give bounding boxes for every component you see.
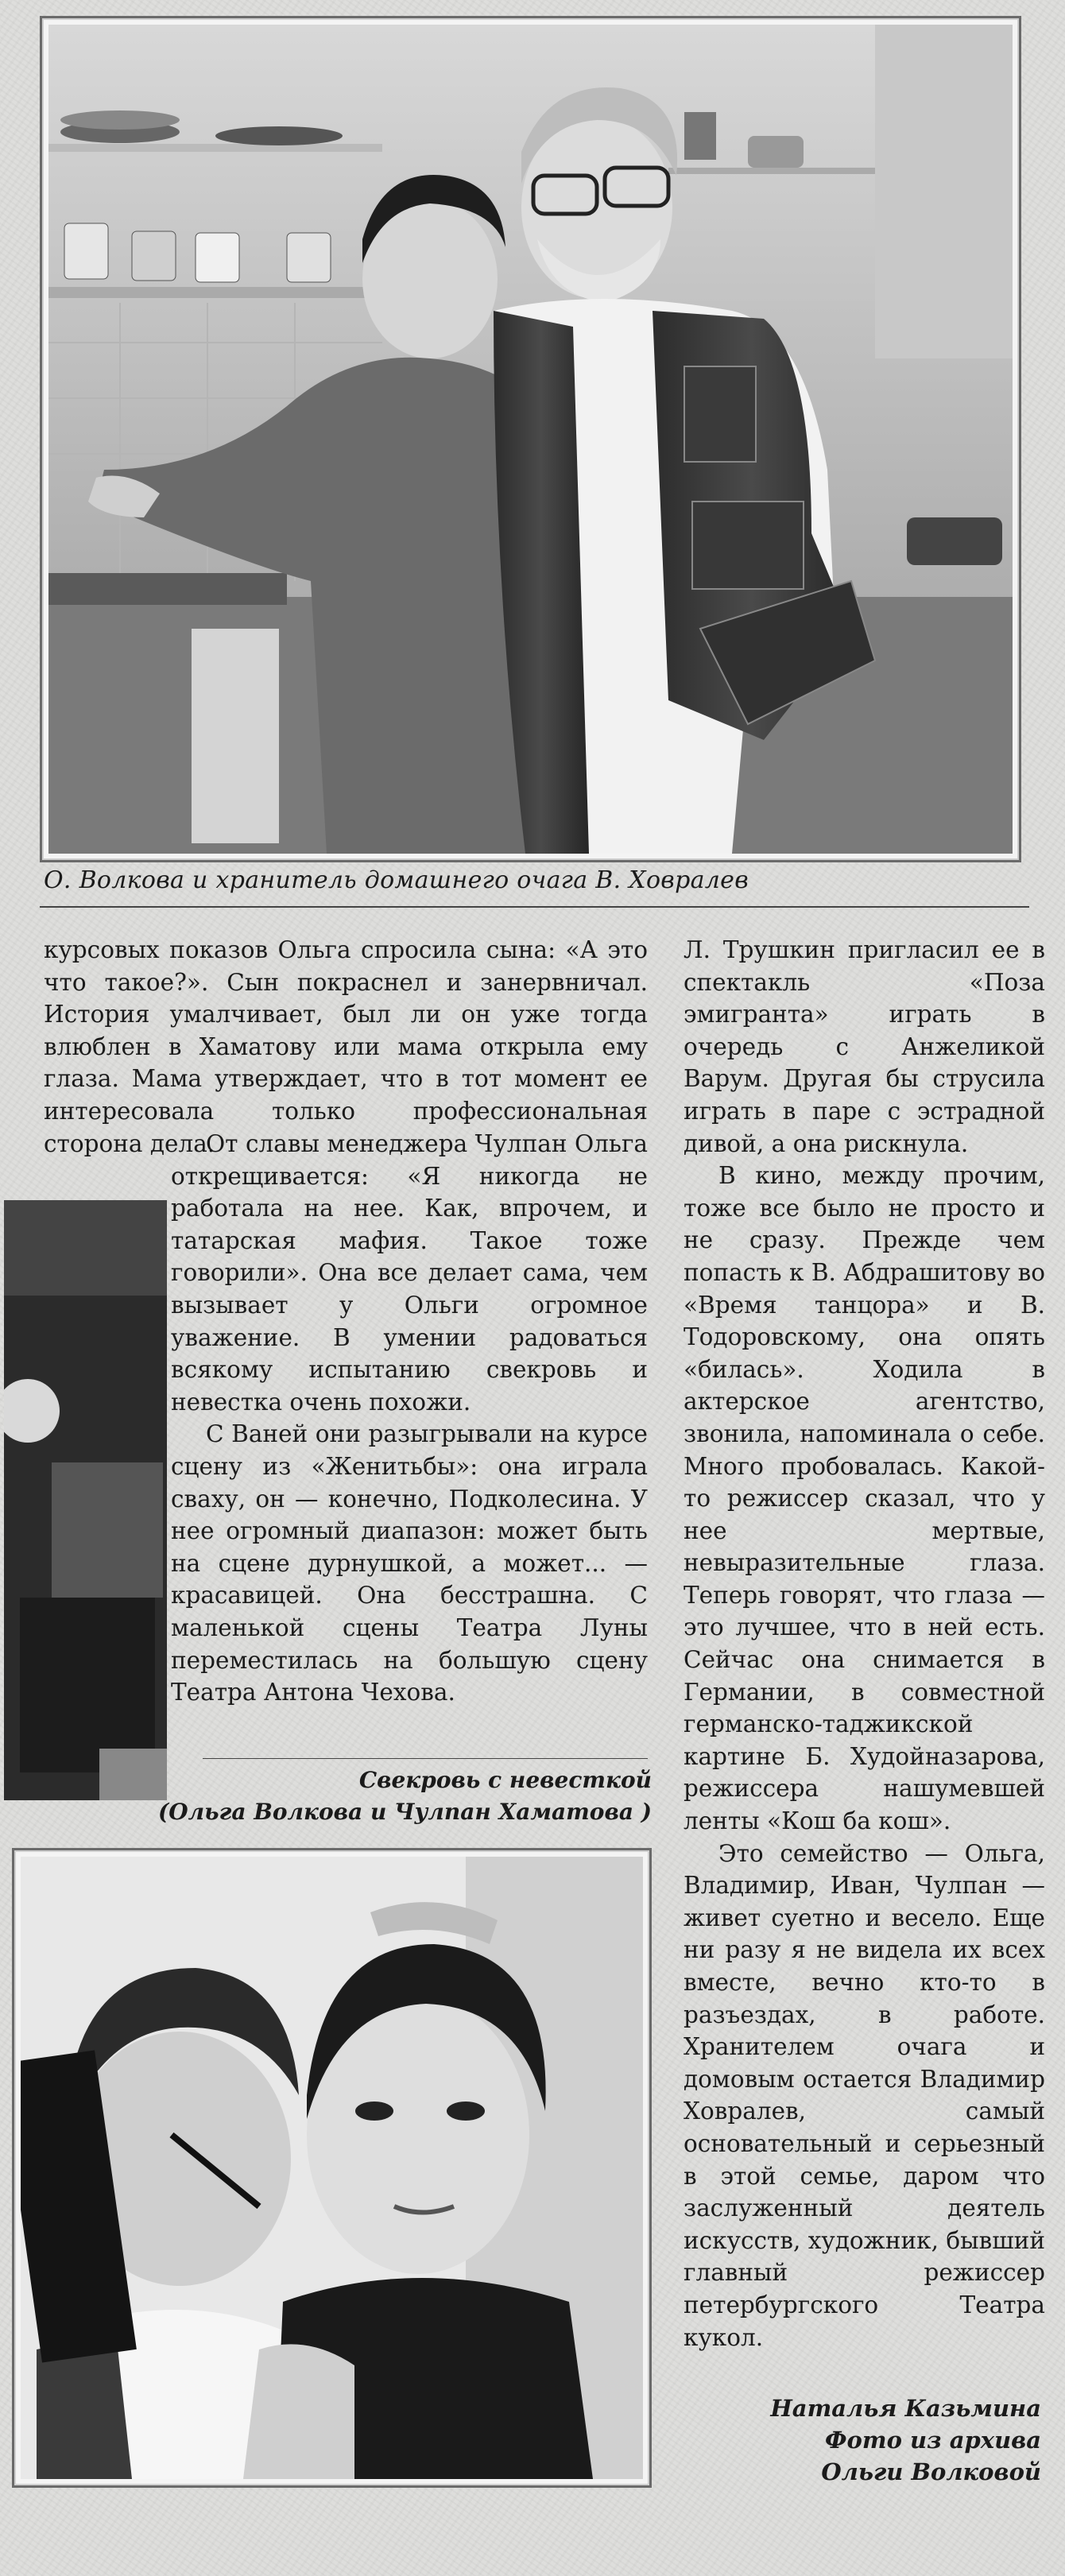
top-photo-frame <box>40 16 1021 862</box>
right-column <box>684 934 1045 2353</box>
top-photo-caption: О. Волкова и хранитель домашнего очага В. Ховралев <box>44 866 749 894</box>
left-paragraph-1: курсовых показов Ольга спросила сына: «А это что такое?». Сын покраснел и занервничал. История умалчивает, был ли он уже тогда влюблен в Хаматову или мама открыла ему глаза. Мама утверждает, что в тот момент ее интересовала только профессиональная сторона дела. <box>44 936 648 1157</box>
article-credits <box>699 2392 1041 2488</box>
side-photo-strip <box>4 1200 167 1800</box>
left-column-bottom <box>171 1128 648 1709</box>
credit-author: Наталья Казьмина <box>770 2395 1041 2422</box>
top-photo-kitchen-couple <box>48 25 1013 854</box>
credit-photo-line-1: Фото из архива <box>825 2427 1041 2454</box>
left-column-top <box>44 934 648 1160</box>
bottom-photo-frame <box>12 1848 652 2488</box>
credit-photo-line-2: Ольги Волковой <box>821 2458 1041 2485</box>
middle-caption-line-1: Свекровь с невесткой <box>358 1767 652 1793</box>
side-photo-stage-image <box>4 1200 167 1800</box>
right-paragraph-1: Л. Трушкин пригласил ее в спектакль «Поза эмигранта» играть в очередь с Анжеликой Варум. Другая бы струсила играть в паре с эстрадной дивой, а она рискнула. <box>684 936 1045 1157</box>
left-paragraph-3: С Ваней они разыгрывали на курсе сцену из «Женитьбы»: она играла сваху, он — конечно, Подколесина. У нее огромный диапазон: может быть на сцене дурнушкой, а может... — красавицей. Она бесстрашна. С маленькой сцены Театра Луны переместилась на большую сцену Театра Антона Чехова. <box>171 1420 648 1706</box>
bottom-photo-mother-daughter-in-law <box>21 1857 643 2479</box>
middle-caption-rule <box>203 1758 648 1759</box>
left-paragraph-2: От славы менеджера Чулпан Ольга открещивается: «Я никогда не работала на нее. Как, впрочем, и татарская мафия. Такое тоже говорили». Она все делает сама, чем вызывает у Ольги огромное уважение. В умении радоваться всякому испытанию свекровь и невестка очень похожи. <box>171 1130 648 1416</box>
middle-caption-line-2: (Ольга Волкова и Чулпан Хаматова ) <box>157 1799 652 1825</box>
caption-divider <box>40 906 1029 908</box>
right-paragraph-2: В кино, между прочим, тоже все было не просто и не сразу. Прежде чем попасть к В. Абдрашитову во «Время танцора» и В. Тодоровскому, она опять «билась». Ходила в актерское агентство, звонила, напоминала о себе. Много пробовалась. Какой-то режиссер сказал, что у нее мертвые, невыразительные глаза. Теперь говорят, что глаза — это лучшее, что в ней есть. Сейчас она снимается в Германии, в совместной германско-таджикской картине Б. Худойназарова, режиссера нашумевшей ленты «Кош ба кош». <box>684 1162 1045 1835</box>
right-paragraph-3: Это семейство — Ольга, Владимир, Иван, Чулпан — живет суетно и весело. Еще ни разу я не видела их всех вместе, вечно кто-то в разъездах, в работе. Хранителем очага и домовым остается Владимир Ховралев, самый основательный и серьезный в этой семье, даром что заслуженный деятель искусств, художник, бывший главный режиссер петербургского Театра кукол. <box>684 1839 1045 2351</box>
middle-photo-caption <box>143 1764 652 1828</box>
